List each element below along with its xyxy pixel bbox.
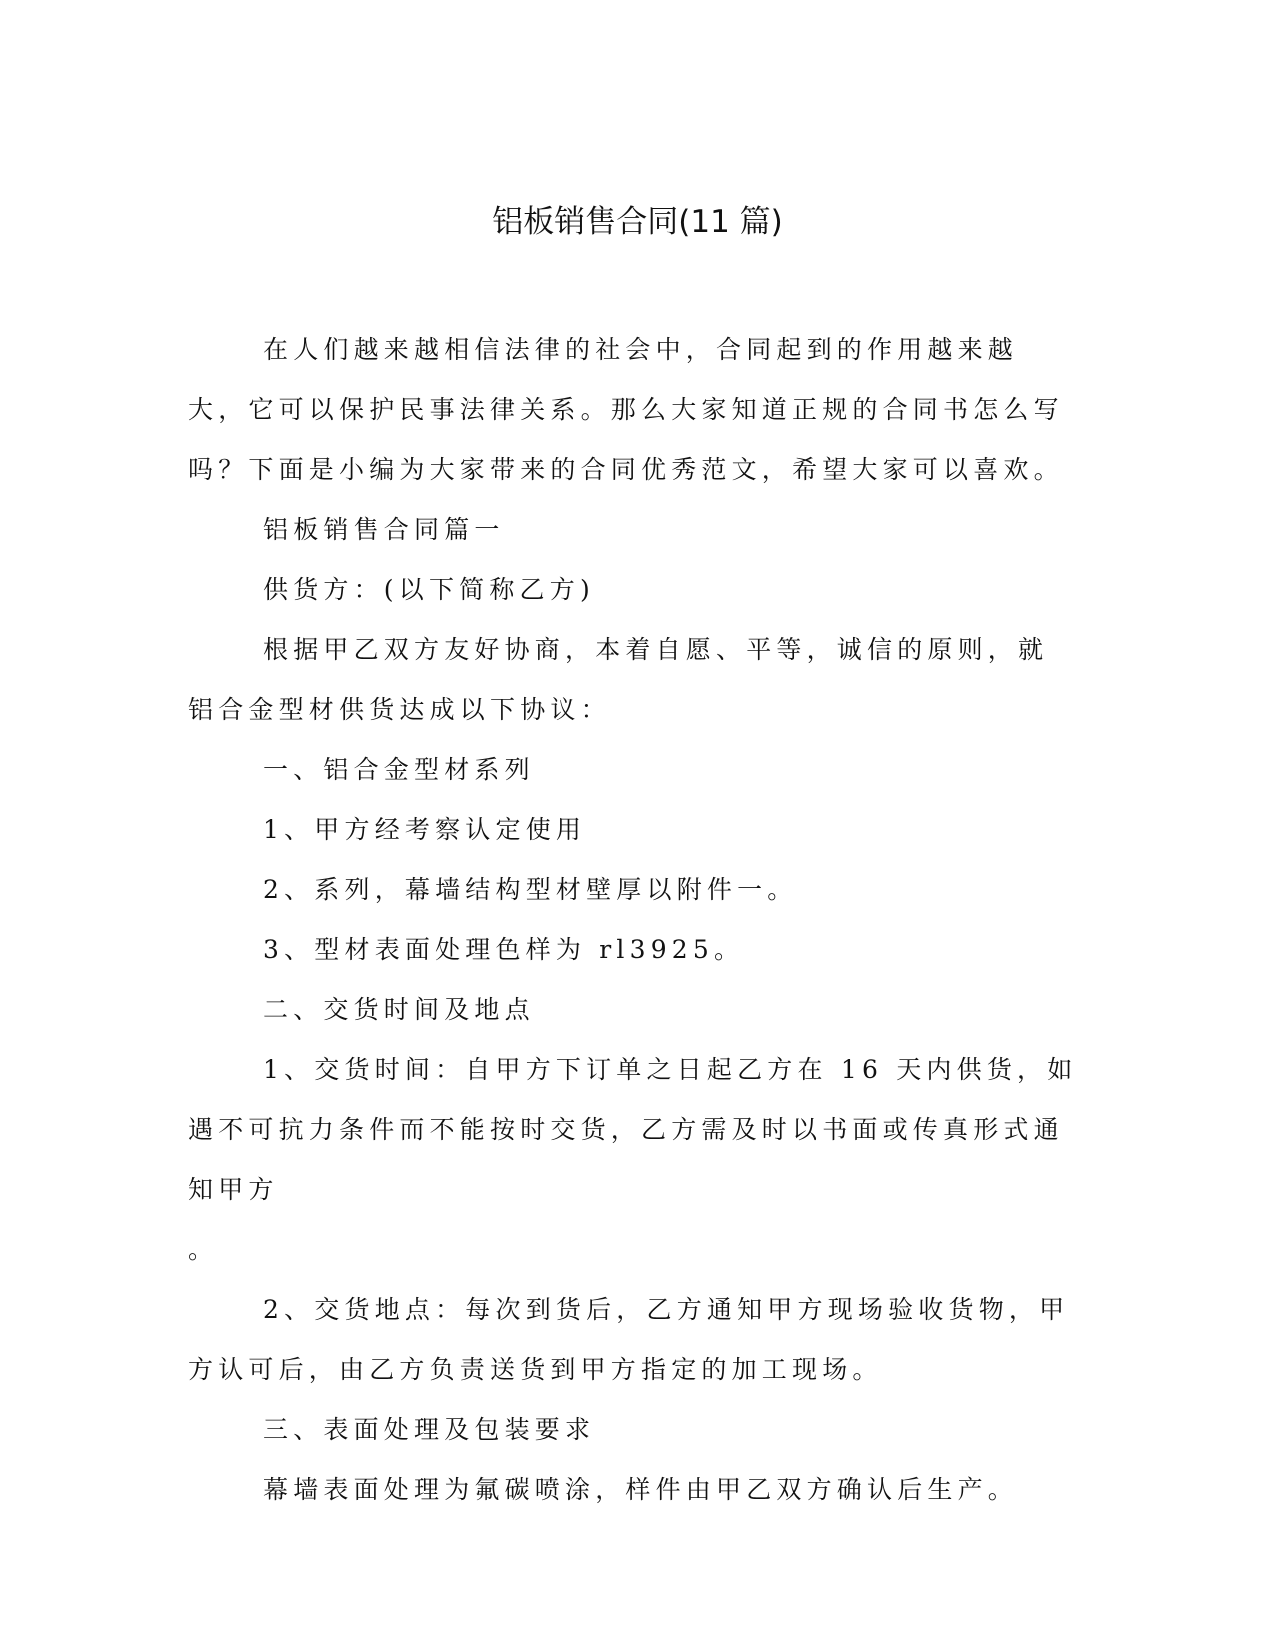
clause-2-item-2: 2、交货地点：每次到货后，乙方通知甲方现场验收货物，甲方认可后，由乙方负责送货到甲方指定的加工现场。	[188, 1295, 1070, 1384]
clause-heading-1: 一、铝合金型材系列	[263, 755, 535, 784]
intro-paragraph: 在人们越来越相信法律的社会中，合同起到的作用越来越大，它可以保护民事法律关系。那么大家知道正规的合同书怎么写吗？下面是小编为大家带来的合同优秀范文，希望大家可以喜欢。	[188, 335, 1064, 484]
clause-3-text: 幕墙表面处理为氟碳喷涂，样件由甲乙双方确认后生产。	[263, 1475, 1019, 1504]
agreement-preamble: 根据甲乙双方友好协商，本着自愿、平等，诚信的原则，就铝合金型材供货达成以下协议：	[188, 635, 1049, 724]
document-body	[188, 320, 1078, 1520]
clause-2-item-1: 1、交货时间：自甲方下订单之日起乙方在 16 天内供货，如遇不可抗力条件而不能按时交货，乙方需及时以书面或传真形式通知甲方	[188, 1055, 1078, 1204]
section-title-part-one: 铝板销售合同篇一	[263, 515, 505, 544]
clause-1-item-3: 3、型材表面处理色样为 rl3925。	[263, 935, 745, 964]
clause-1-item-2: 2、系列，幕墙结构型材壁厚以附件一。	[263, 875, 798, 904]
clause-1-item-1: 1、甲方经考察认定使用	[263, 815, 587, 844]
document-title: 铝板销售合同(11 篇)	[492, 204, 783, 240]
clause-heading-3: 三、表面处理及包装要求	[263, 1415, 596, 1444]
supplier-line: 供货方：(以下简称乙方)	[263, 575, 595, 604]
clause-heading-2: 二、交货时间及地点	[263, 995, 535, 1024]
clause-2-item-1-trailing-period: 。	[188, 1235, 219, 1264]
